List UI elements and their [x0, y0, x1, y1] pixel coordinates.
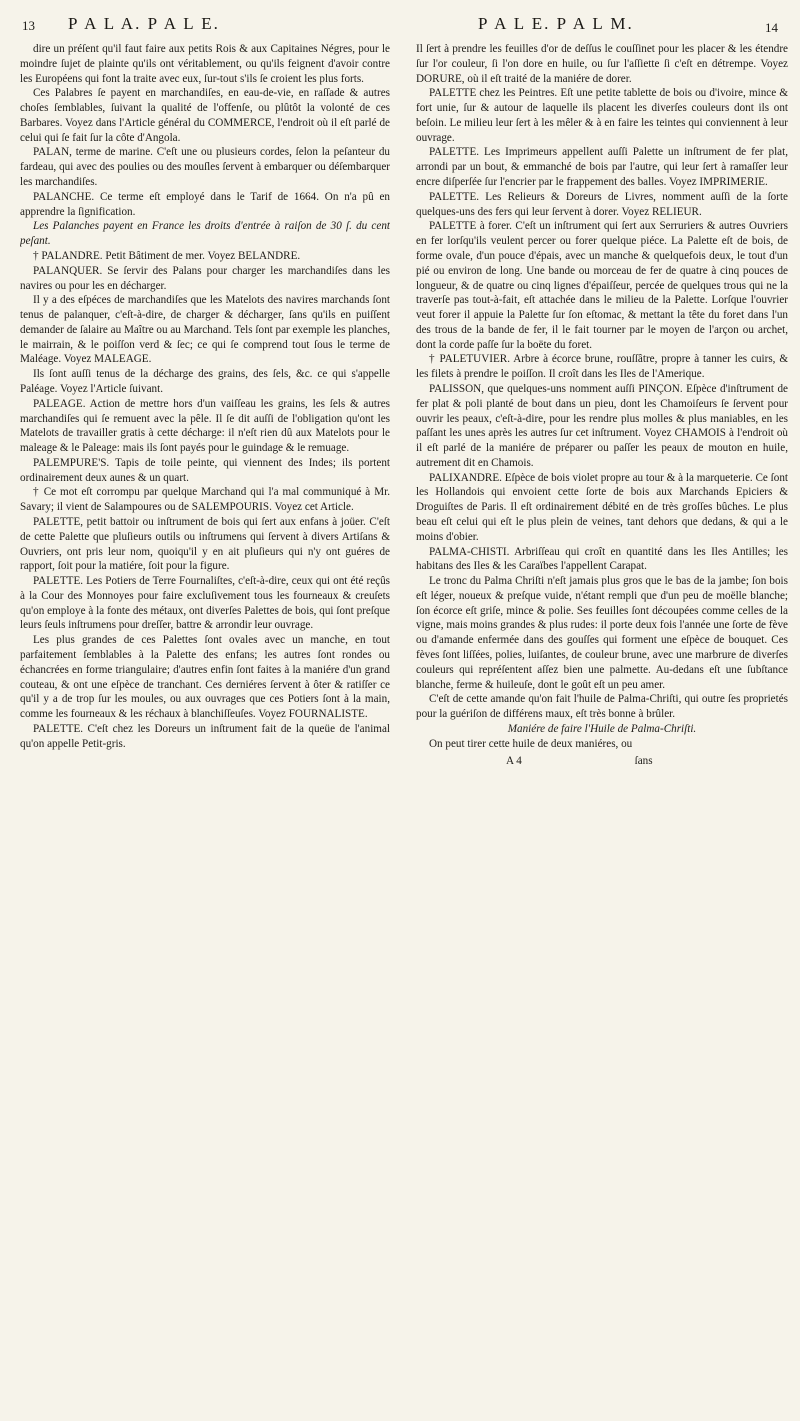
running-header — [20, 14, 782, 40]
entry-palanquer: PALANQUER. Se ſervir des Palans pour charger les marchandiſes dans les navires ou pour les en décharger. — [20, 264, 390, 292]
entry-palette: PALETTE, petit battoir ou inſtrument de bois qui ſert aux enfans à joüer. C'eſt de cette Palette que pluſieurs outils ou inſtrumens qui ſervent à divers Artiſans & Ouvriers, ont pris leur nom, quoiqu'il y en ait pluſieurs qui n'y ont guéres de rapport, ſoit pour la matiére, ſoit pour la figure. — [20, 516, 390, 573]
entry-palette-a-forer: PALETTE à forer. C'eſt un inſtrument qui ſert aux Serruriers & autres Ouvriers en fer lorſqu'ils veulent percer ou forer quelque piéce. La Palette eſt de bois, de forme ovale, d'un pouce d'épais, avec un manche & quelquefois deux, le tout d'un pié ou environ de long. Une bande ou morceau de fer de quatre à cinq pouces de longueur, & de quatre ou cinq lignes d'épaiſſeur, percée de quelques trous qui ne la traverſe pas tout-à-fait, eſt attachée dans le milieu de la Palette. Lorſque l'ouvrier veut forer il appuie la Palette ſur ſon eſtomac, & mettant la tête du foret dans l'un des trous de la bande de fer, il le fait tourner par le moyen de l'arçon ou archet, dont la corde paſſe ſur la boëte du foret. — [416, 220, 788, 351]
entry-palempures: PALEMPURE'S. Tapis de toile peinte, qui viennent des Indes; ils portent ordinairement deux aunes & un quart. — [20, 456, 390, 484]
text-columns — [20, 42, 788, 1402]
entry-paletuvier: † PALETUVIER. Arbre à écorce brune, rouſſâtre, propre à tanner les cuirs, & les filets à prendre le poiſſon. Il croît dans les Iles de l'Amerique. — [416, 353, 788, 381]
signature-mark: A 4 — [506, 754, 522, 767]
paragraph: Il ſert à prendre les feuilles d'or de deſſus le couſſinet pour les placer & les étendre ſur l'or couleur, ſi l'on dore en huile, ou ſur l'aſſiette ſi c'eſt en détrempe. Voyez DORURE, où il eſt traité de la maniére de dorer. — [416, 43, 788, 85]
catchword: ſans — [634, 754, 653, 767]
left-column — [20, 42, 390, 1402]
running-head-left: P A L A. P A L E. — [68, 14, 220, 33]
entry-palixandre: PALIXANDRE. Eſpèce de bois violet propre au tour & à la marqueterie. Ce ſont les Hollandois qui envoient cette ſorte de bois aux Marchands Epiciers & Droguiſtes de Paris. Il eſt ordinairement débité en de très groſſes bûches. Le plus beau eſt celui qui eſt le plus plein de veines, tant dehors que dedans, & qui a le moins d'obier. — [416, 471, 788, 543]
entry-palette-potiers: PALETTE. Les Potiers de Terre Fournaliſtes, c'eſt-à-dire, ceux qui ont été reçûs à la Cour des Monnoyes pour faire excluſivement tous les fourneaux & creuſets qu'on employe à la fonte des métaux, ont diverſes Palettes de bois, qui ſont preſque leurs ſeuls inſtrumens pour dreſſer, battre & arrondir leur ouvrage. — [20, 575, 390, 632]
paragraph: Il y a des eſpéces de marchandiſes que les Matelots des navires marchands ſont tenus de palanquer, c'eſt-à-dire, de charger & décharger, ſans qu'ils en puiſſent demander de ſalaire au Maître ou au Marchand. Tels ſont par exemple les planches, le mairrain, & le poiſſon verd & ſec; ce qui ſe comprend tout ſous le terme de Maléage. Voyez MALEAGE. — [20, 294, 390, 366]
entry-palette-imprimeurs: PALETTE. Les Imprimeurs appellent auſſi Palette un inſtrument de fer plat, arrondi par un bout, & emmanché de bois par l'autre, qui leur ſert à ramaſſer leur encre diſperſée ſur l'encrier par le frappement des balles. Voyez IMPRIMERIE. — [416, 146, 788, 189]
entry-paleage: PALEAGE. Action de mettre hors d'un vaiſſeau les grains, les ſels & autres marchandiſes qui ſe remuent avec la pêle. Il ſe dit auſſi de l'obligation qu'ont les Matelots de travailler gratis à cette décharge: il n'eſt rien dû aux Matelots pour le maleage & le Paleage: mais ils ſont payés pour le guindage & le remuage. — [20, 397, 390, 455]
section-heading: Maniére de faire l'Huile de Palma-Chriſti. — [507, 722, 697, 735]
page-number-left: 13 — [22, 18, 35, 33]
paragraph: dire un préſent qu'il faut faire aux petits Rois & aux Capitaines Négres, pour le moindre ſujet de plainte qu'ils ont véritablement, ou qu'ils feignent d'avoir contre les Européens qui font la traite avec eux, ſur-tout s'ils ſe croient les plus forts. — [20, 43, 390, 85]
entry-palma-christi: PALMA-CHISTI. Arbriſſeau qui croît en quantité dans les Iles Antilles; les habitans des Iles & les Caraïbes l'appellent Carapat. — [416, 545, 788, 573]
entry-palette-doreurs: PALETTE. C'eſt chez les Doreurs un inſtrument fait de la queüe de l'animal qu'on appelle Petit-gris. — [20, 722, 390, 750]
entry-palette-peintres: PALETTE chez les Peintres. Eſt une petite tablette de bois ou d'ivoire, mince & fort unie, ſur & autour de laquelle ils placent les diverſes couleurs dont ils ont beſoin. Le milieu leur ſert à les mêler & à en faire les teintes qui conviennent à leur ouvrage. — [416, 87, 788, 144]
running-head-right: P A L E. P A L M. — [478, 14, 634, 33]
entry-palan: PALAN, terme de marine. C'eſt une ou plusieurs cordes, ſelon la peſanteur du fardeau, qui avec des poulies ou des mouſles ſervent à embarquer ou déſembarquer les marchandiſes. — [20, 146, 390, 189]
page-number-right: 14 — [765, 20, 778, 35]
paragraph: Le tronc du Palma Chriſti n'eſt jamais plus gros que le bas de la jambe; ſon bois eſt léger, noueux & preſque vuide, n'étant rempli que d'un peu de moëlle blanche; ſon écorce eſt griſe, mince & polie. Ses feuilles ſont découpées comme celles de la vigne, mais moins grandes & plus rudes: il porte deux fois l'année une ſorte de fève ou d'amande enfermée dans des gouſſes qui forment une eſpèce de bouquet. Ces fèves ſont liſſées, polies, luiſantes, de couleur brune, avec une marbrure de diverſes couleurs qui repréſentent aſſez bien une palmette. Au-dedans eſt une ſubſtance blanche, ferme & huileuſe, dont le goût eſt un peu amer. — [416, 575, 788, 691]
entry-palandre: † PALANDRE. Petit Bâtiment de mer. Voyez BELANDRE. — [33, 249, 301, 262]
entry-palisson: PALISSON, que quelques-uns nomment auſſi PINÇON. Eſpèce d'inſtrument de fer plat & poli planté de bout dans un pieu, dont les Chamoiſeurs ſe ſervent pour ouvrir les peaux, c'eſt-à-dire, pour les rendre plus molles & plus maniables, en les paſſant les unes après les autres ſur cet inſtrument. Voyez CHAMOIS à l'endroit où il eſt parlé de la maniére de préparer ou paſſer les peaux de mouton en huile, autrement dit en Chamois. — [416, 382, 788, 469]
right-column — [416, 42, 788, 1402]
paragraph: On peut tirer cette huile de deux maniéres, ou — [429, 737, 633, 750]
paragraph: C'eſt de cette amande qu'on fait l'huile de Palma-Chriſti, qui outre ſes proprietés pour la guériſon de différens maux, eſt très bonne à brûler. — [416, 693, 788, 721]
paragraph: Les plus grandes de ces Palettes ſont ovales avec un manche, en tout parfaitement ſemblables à la Palette des enfans; les autres ſont rondes ou échancrées en forme triangulaire; d'autres enfin ſont faites à la maniére d'un grand couteau, & ont une eſpèce de tranchant. Ces derniéres ſervent à ôter & ratiſſer ce qu'il y a de trop ſur les moules, ou aux ouvrages que ces Potiers ſont à la main, comme les fourneaux & les réchaux à blanchiſſeuſes. Voyez FOURNALISTE. — [20, 634, 390, 721]
paragraph: Ils ſont auſſi tenus de la décharge des grains, des ſels, &c. ce qui s'appelle Paléage. Voyez l'Article ſuivant. — [20, 368, 390, 395]
entry-palette-relieurs: PALETTE. Les Relieurs & Doreurs de Livres, nomment auſſi de la ſorte quelques-uns des fers qui leur ſervent à dorer. Voyez RELIEUR. — [416, 190, 788, 218]
paragraph: Ces Palabres ſe payent en marchandiſes, en eau-de-vie, en raſſade & autres choſes ſemblables, ſuivant la qualité de l'offenſe, ou plûtôt la volonté de ces Barbares. Voyez dans l'Article général du COMMERCE, l'endroit où il eſt parlé de celui qui ſe fait ſur la côte d'Angola. — [20, 87, 390, 144]
paragraph: † Ce mot eſt corrompu par quelque Marchand qui l'a mal communiqué à Mr. Savary; il vient de Salampoures ou de SALEMPOURIS. Voyez cet Article. — [20, 486, 390, 514]
entry-palanche: PALANCHE. Ce terme eſt employé dans le Tarif de 1664. On n'a pû en apprendre la ſignification. — [20, 190, 390, 218]
signature-line — [416, 754, 788, 769]
paragraph: Les Palanches payent en France les droits d'entrée à raiſon de 30 ſ. du cent peſant. — [20, 220, 390, 248]
